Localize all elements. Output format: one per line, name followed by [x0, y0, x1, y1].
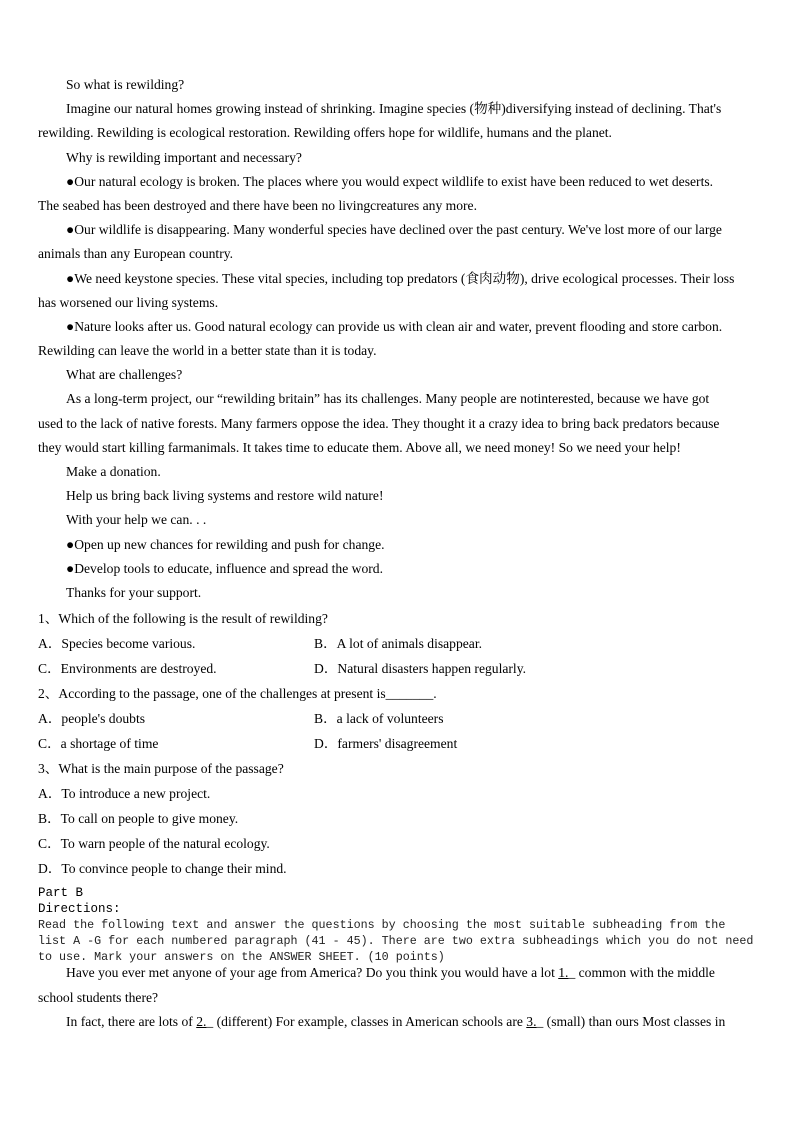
cloze-line — [38, 961, 764, 986]
passage-heading: So what is rewilding? — [66, 77, 185, 92]
passage-line: ●Our wildlife is disappearing. Many wonderful species have declined over the past century. We've lost more of our large — [66, 222, 722, 238]
questions — [38, 606, 764, 881]
passage-line: ●Nature looks after us. Good natural ecology can provide us with clean air and water, prevent flooding and store carbon. — [66, 318, 723, 334]
option-d: D．Natural disasters happen regularly. — [314, 661, 527, 676]
option-c: C．Environments are destroyed. — [38, 661, 217, 676]
reading-passage — [38, 73, 764, 605]
part-b-title: Part B — [38, 886, 84, 900]
option-a: A．To introduce a new project. — [38, 786, 211, 801]
cloze-text: _ (different) For example, classes in American schools are — [206, 1014, 527, 1029]
passage-line: Make a donation. — [66, 464, 161, 479]
option-b: B．A lot of animals disappear. — [314, 636, 483, 651]
passage-line: As a long-term project, our “rewilding britain” has its challenges. Many people are notinterested, because we have got — [66, 391, 710, 407]
option-a: A．people's doubts — [38, 711, 146, 726]
passage-line: animals than any European country. — [38, 246, 234, 262]
passage-heading: What are challenges? — [66, 367, 183, 383]
cloze-text: _ common with the middle — [568, 965, 715, 980]
passage-line: Thanks for your support. — [66, 584, 202, 600]
passage-line: The seabed has been destroyed and there have been no livingcreatures any more. — [38, 197, 477, 213]
part-b-section — [38, 885, 764, 965]
question-stem: 2、According to the passage, one of the challenges at present is_______. — [38, 686, 437, 701]
question-stem: 3、What is the main purpose of the passage? — [38, 761, 284, 776]
option-row — [38, 706, 764, 731]
cloze-passage — [38, 961, 764, 1035]
blank-3: 3. — [526, 1014, 537, 1029]
passage-line: With your help we can. . . — [66, 512, 207, 528]
option-b: B．a lack of volunteers — [314, 711, 444, 726]
option-a: A．Species become various. — [38, 636, 196, 651]
cloze-line — [38, 1010, 764, 1035]
passage-line: Help us bring back living systems and restore wild nature! — [66, 488, 384, 504]
passage-line: they would start killing farmanimals. It takes time to educate them. Above all, we need money! So we need your help! — [38, 439, 681, 455]
passage-line: Rewilding can leave the world in a better state than it is today. — [38, 343, 377, 359]
option-d: D．farmers' disagreement — [314, 736, 458, 751]
blank-2: 2. — [196, 1014, 207, 1029]
directions-line: Read the following text and answer the questions by choosing the most suitable subheading from the — [38, 918, 726, 932]
passage-line: ●We need keystone species. These vital species, including top predators (食肉动物), drive ecological processes. Their loss — [66, 270, 735, 286]
option-row — [38, 656, 764, 681]
directions-line: to use. Mark your answers on the ANSWER SHEET. (10 points) — [38, 950, 445, 964]
passage-line: used to the lack of native forests. Many farmers oppose the idea. They thought it a crazy idea to bring back predators because — [38, 415, 720, 431]
cloze-text: In fact, there are lots of — [66, 1014, 197, 1029]
option-b: B．To call on people to give money. — [38, 811, 239, 826]
cloze-line: school students there? — [38, 989, 159, 1005]
question-stem: 1、Which of the following is the result of rewilding? — [38, 611, 328, 626]
blank-1: 1. — [558, 965, 569, 980]
option-c: C．a shortage of time — [38, 736, 159, 751]
passage-line: rewilding. Rewilding is ecological restoration. Rewilding offers hope for wildlife, humans and the planet. — [38, 125, 612, 141]
cloze-text: Have you ever met anyone of your age from America? Do you think you would have a lot — [66, 965, 559, 980]
option-row — [38, 631, 764, 656]
option-row — [38, 731, 764, 756]
option-c: C．To warn people of the natural ecology. — [38, 836, 270, 851]
passage-line: ●Open up new chances for rewilding and push for change. — [66, 536, 385, 552]
passage-line: has worsened our living systems. — [38, 294, 219, 310]
directions-label: Directions: — [38, 902, 121, 916]
passage-line: ●Our natural ecology is broken. The places where you would expect wildlife to exist have been reduced to wet deserts. — [66, 173, 714, 189]
cloze-text: _ (small) than ours Most classes in — [536, 1014, 726, 1029]
passage-line: ●Develop tools to educate, influence and spread the word. — [66, 560, 383, 576]
passage-line: Imagine our natural homes growing instead of shrinking. Imagine species (物种)diversifying instead of declining. That's — [66, 101, 722, 117]
passage-heading: Why is rewilding important and necessary? — [66, 149, 302, 165]
directions-line: list A -G for each numbered paragraph (41 - 45). There are two extra subheadings which you do not need — [38, 934, 754, 948]
option-d: D．To convince people to change their mind. — [38, 861, 287, 876]
